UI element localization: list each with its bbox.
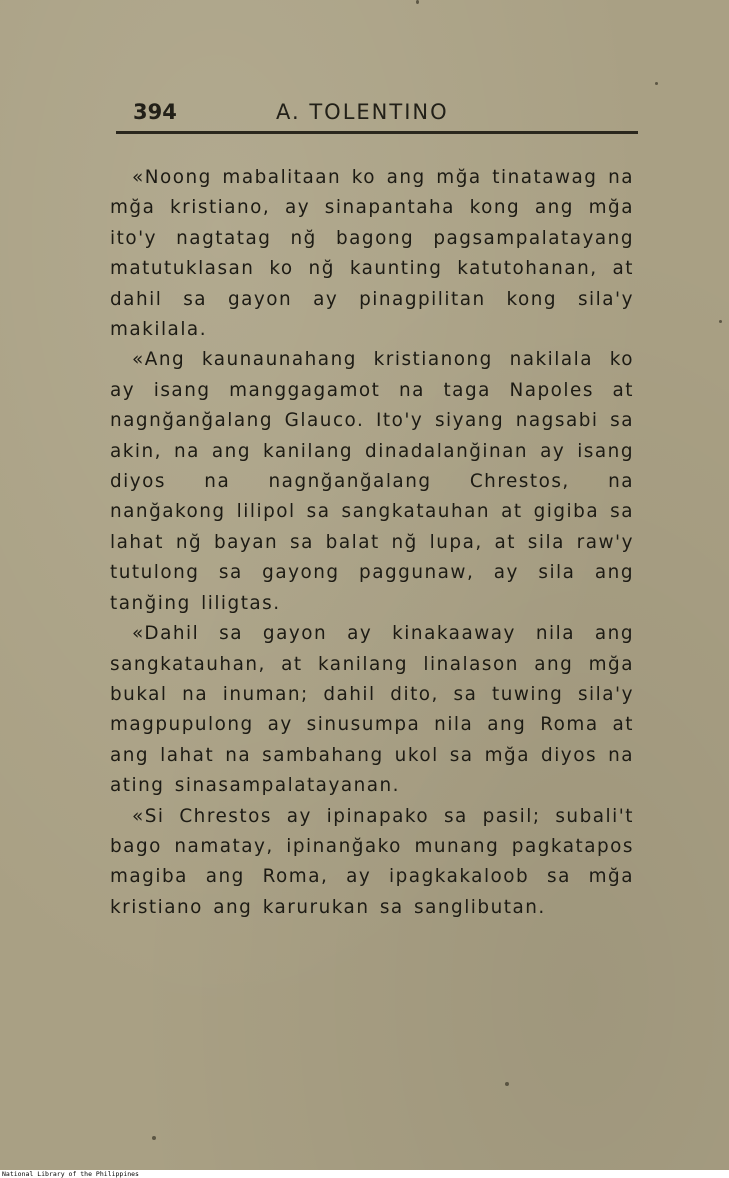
paragraph-3: «Dahil sa gayon ay kinakaaway nila ang sangkatauhan, at kanilang linalason ang mğa bukal na inuman; dahil dito, sa tuwing sila'y magpupulong ay sinusumpa nila ang Roma at ang lahat na sambahang ukol sa mğa diyos na ating sinasampalatayanan. — [110, 623, 634, 797]
running-head-author: A. TOLENTINO — [276, 100, 449, 124]
paragraph-1: «Noong mabalitaan ko ang mğa tinatawag na mğa kristiano, ay sinapantaha kong ang mğa ito'y nagtatag nğ bagong pagsampalatayang matutuklasan ko nğ kaunting katutohanan, at dahil sa gayon ay pinagpilitan kong sila'y makilala. — [110, 167, 634, 341]
body-text — [110, 163, 634, 923]
header-rule — [116, 131, 638, 134]
paper-speck — [416, 0, 419, 4]
running-head — [133, 98, 638, 134]
paper-speck — [505, 1082, 509, 1086]
page-number: 394 — [133, 100, 177, 124]
library-credit: National Library of the Philippines — [2, 1170, 139, 1178]
paper-speck — [152, 1136, 156, 1140]
paragraph-4: «Si Chrestos ay ipinapako sa pasil; subali't bago namatay, ipinanğako munang pagkatapos magiba ang Roma, ay ipagkakaloob sa mğa kristiano ang karurukan sa sanglibutan. — [110, 805, 634, 918]
paragraph-2: «Ang kaunaunahang kristianong nakilala ko ay isang manggagamot na taga Napoles at nagnğanğalang Glauco. Ito'y siyang nagsabi sa akin, na ang kanilang dinadalanğinan ay isang diyos na nagnğanğalang Chrestos, na nanğakong lilipol sa sangkatauhan at gigiba sa lahat nğ bayan sa balat nğ lupa, at sila raw'y tutulong sa gayong paggunaw, ay sila ang tanğing liligtas. — [110, 349, 634, 614]
paper-speck — [655, 82, 658, 85]
paper-speck — [719, 320, 722, 323]
